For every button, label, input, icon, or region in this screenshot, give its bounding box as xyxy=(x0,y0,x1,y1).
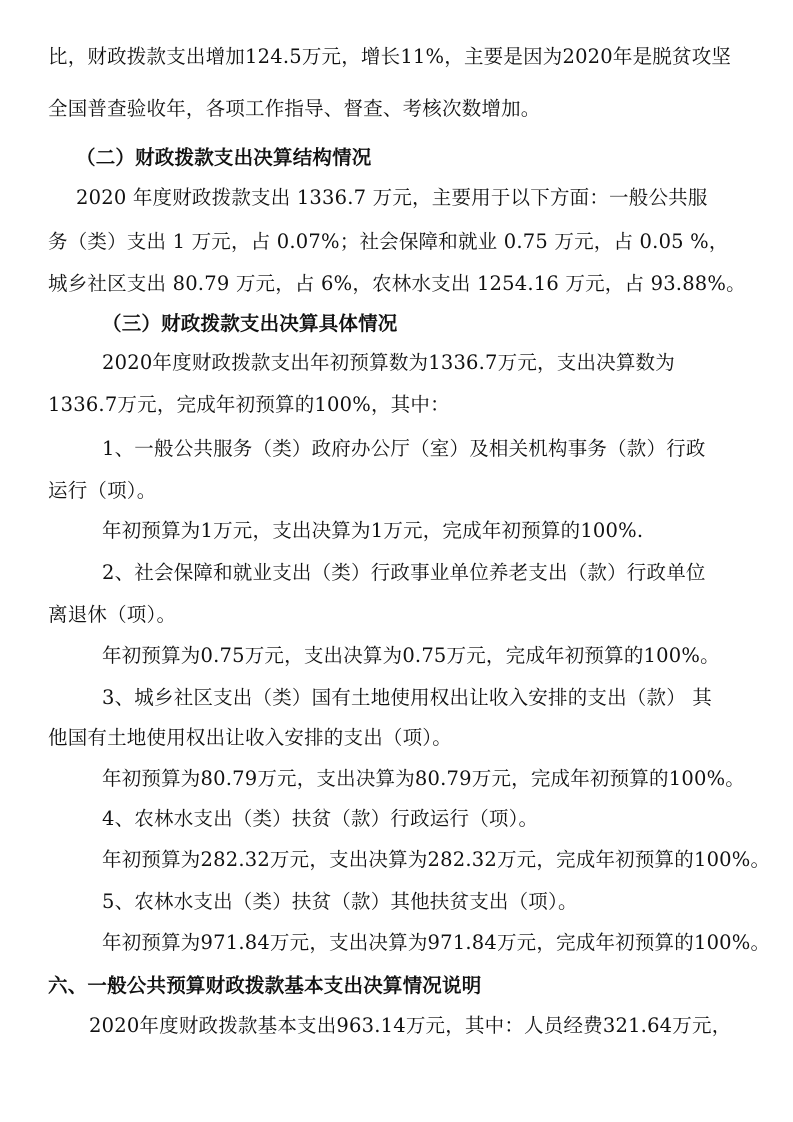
paragraph-line: 他国有土地使用权出让收入安排的支出（项）。 xyxy=(48,726,452,749)
list-item: 3、城乡社区支出（类）国有土地使用权出让收入安排的支出（款） 其 xyxy=(102,686,713,709)
section-heading: （二）财政拨款支出决算结构情况 xyxy=(76,146,372,169)
paragraph-line: 年初预算为1万元，支出决算为1万元，完成年初预算的100%. xyxy=(102,519,644,542)
paragraph-line: 年初预算为282.32万元，支出决算为282.32万元，完成年初预算的100%。 xyxy=(102,848,771,871)
list-item: 4、农林水支出（类）扶贫（款）行政运行（项）。 xyxy=(102,807,539,830)
paragraph-line: 2020 年度财政拨款支出 1336.7 万元，主要用于以下方面：一般公共服 xyxy=(76,186,708,209)
paragraph-line: 务（类）支出 1 万元，占 0.07%；社会保障和就业 0.75 万元，占 0.05 %， xyxy=(48,230,729,253)
paragraph-line: 年初预算为971.84万元，支出决算为971.84万元，完成年初预算的100%。 xyxy=(102,931,771,954)
paragraph-line: 1336.7万元，完成年初预算的100%，其中： xyxy=(48,393,450,416)
paragraph-line: 年初预算为0.75万元，支出决算为0.75万元，完成年初预算的100%。 xyxy=(102,644,720,667)
paragraph-line: 年初预算为80.79万元，支出决算为80.79万元，完成年初预算的100%。 xyxy=(102,767,745,790)
paragraph-line: 离退休（项）。 xyxy=(48,603,177,626)
paragraph-line: 2020年度财政拨款支出年初预算数为1336.7万元，支出决算数为 xyxy=(102,351,675,374)
list-item: 5、农林水支出（类）扶贫（款）其他扶贫支出（项）。 xyxy=(102,890,578,913)
section-heading: （三）财政拨款支出决算具体情况 xyxy=(102,312,398,335)
section-heading: 六、一般公共预算财政拨款基本支出决算情况说明 xyxy=(48,974,482,997)
list-item: 2、社会保障和就业支出（类）行政事业单位养老支出（款）行政单位 xyxy=(102,561,706,584)
paragraph-line: 运行（项）。 xyxy=(48,479,157,502)
list-item: 1、一般公共服务（类）政府办公厅（室）及相关机构事务（款）行政 xyxy=(102,437,706,460)
paragraph-line: 2020年度财政拨款基本支出963.14万元，其中：人员经费321.64万元， xyxy=(89,1014,732,1037)
paragraph-line: 城乡社区支出 80.79 万元，占 6%，农林水支出 1254.16 万元，占 93.88%。 xyxy=(48,272,746,295)
paragraph-line: 全国普查验收年，各项工作指导、督查、考核次数增加。 xyxy=(48,97,541,120)
paragraph-line: 比，财政拨款支出增加124.5万元，增长11%，主要是因为2020年是脱贫攻坚 xyxy=(48,45,732,68)
